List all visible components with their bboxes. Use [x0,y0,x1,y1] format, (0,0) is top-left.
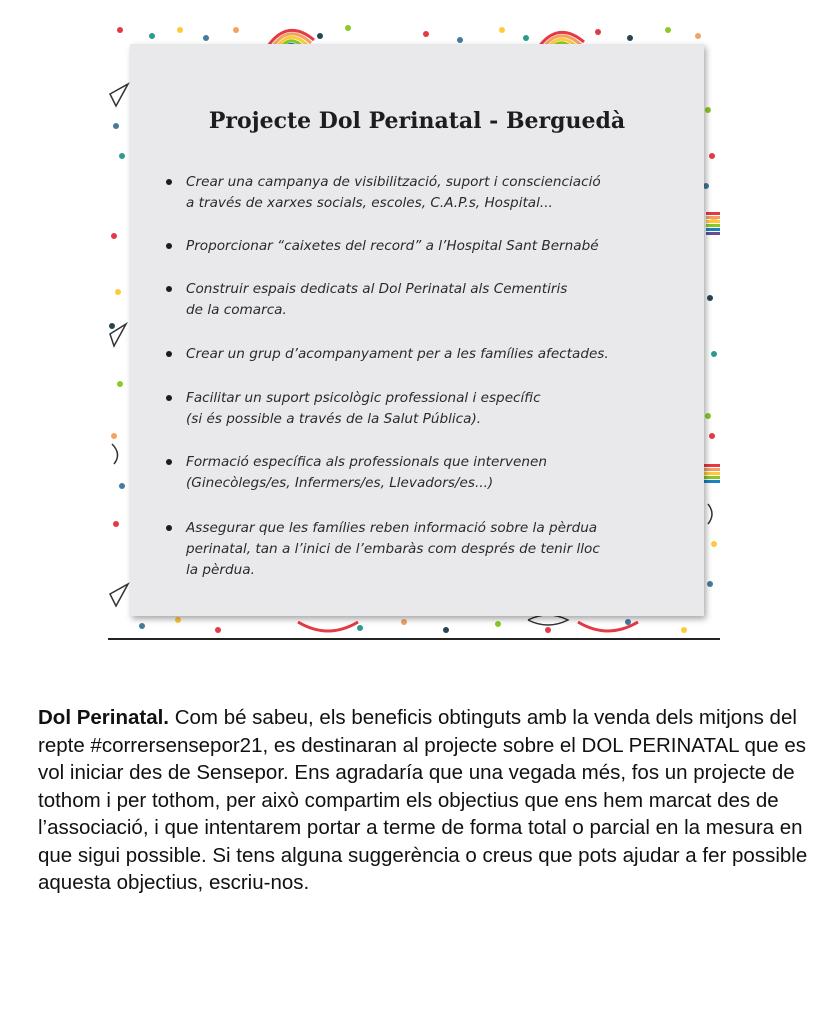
article-paragraph [38,704,828,897]
article-lead: Dol Perinatal. [38,706,170,729]
poster-image [108,24,720,640]
bullet-icon [166,459,172,465]
list-item [166,279,567,321]
list-item [166,344,609,365]
bullet-icon [166,243,172,249]
list-item-text: Facilitar un suport psicològic professional i específic (si és possible a través de la Salut Pública). [186,390,541,427]
list-item-text: Crear un grup d’acompanyament per a les famílies afectades. [186,346,609,362]
list-item-text: Proporcionar “caixetes del record” a l’Hospital Sant Bernabé [186,238,599,254]
list-item [166,236,599,257]
article-body: Com bé sabeu, els beneficis obtinguts amb la venda dels mitjons del repte #corrersensepor21, es destinaran al projecte sobre el DOL PERINATAL que es vol iniciar des de Sensepor. Ens agradaría que una vegada més, fos un projecte de tothom i per tothom, per això compartim els objectius que ens hem marcat des de l’associació, i que intentarem portar a terme de forma total o parcial en la mesura en que sigui possible. Si tens alguna suggerència o creus que pots ajudar a fer possible aquesta objectius, escriu-nos. [38,706,808,894]
project-card [130,44,704,616]
list-item-text: Assegurar que les famílies reben informació sobre la pèrdua perinatal, tan a l’inici de l’embaràs com després de tenir lloc la pèrdua. [186,520,600,578]
list-item-text: Crear una campanya de visibilització, suport i conscienciació a través de xarxes socials, escoles, C.A.P.s, Hospital... [186,174,601,211]
bullet-icon [166,286,172,292]
rainbow-right-lower [704,464,720,483]
list-item [166,518,600,581]
bullet-icon [166,395,172,401]
poster-title: Projecte Dol Perinatal - Berguedà [208,108,626,134]
bullet-icon [166,179,172,185]
list-item [166,172,601,214]
bullet-icon [166,525,172,531]
list-item-text: Formació específica als professionals que intervenen (Ginecòlegs/es, Infermers/es, Llevadors/es...) [186,454,547,491]
rainbow-bottom [298,622,638,631]
list-item [166,388,541,430]
rainbow-right [706,212,720,235]
list-item-text: Construir espais dedicats al Dol Perinatal als Cementiris de la comarca. [186,281,568,318]
bullet-icon [166,351,172,357]
list-item [166,452,547,494]
